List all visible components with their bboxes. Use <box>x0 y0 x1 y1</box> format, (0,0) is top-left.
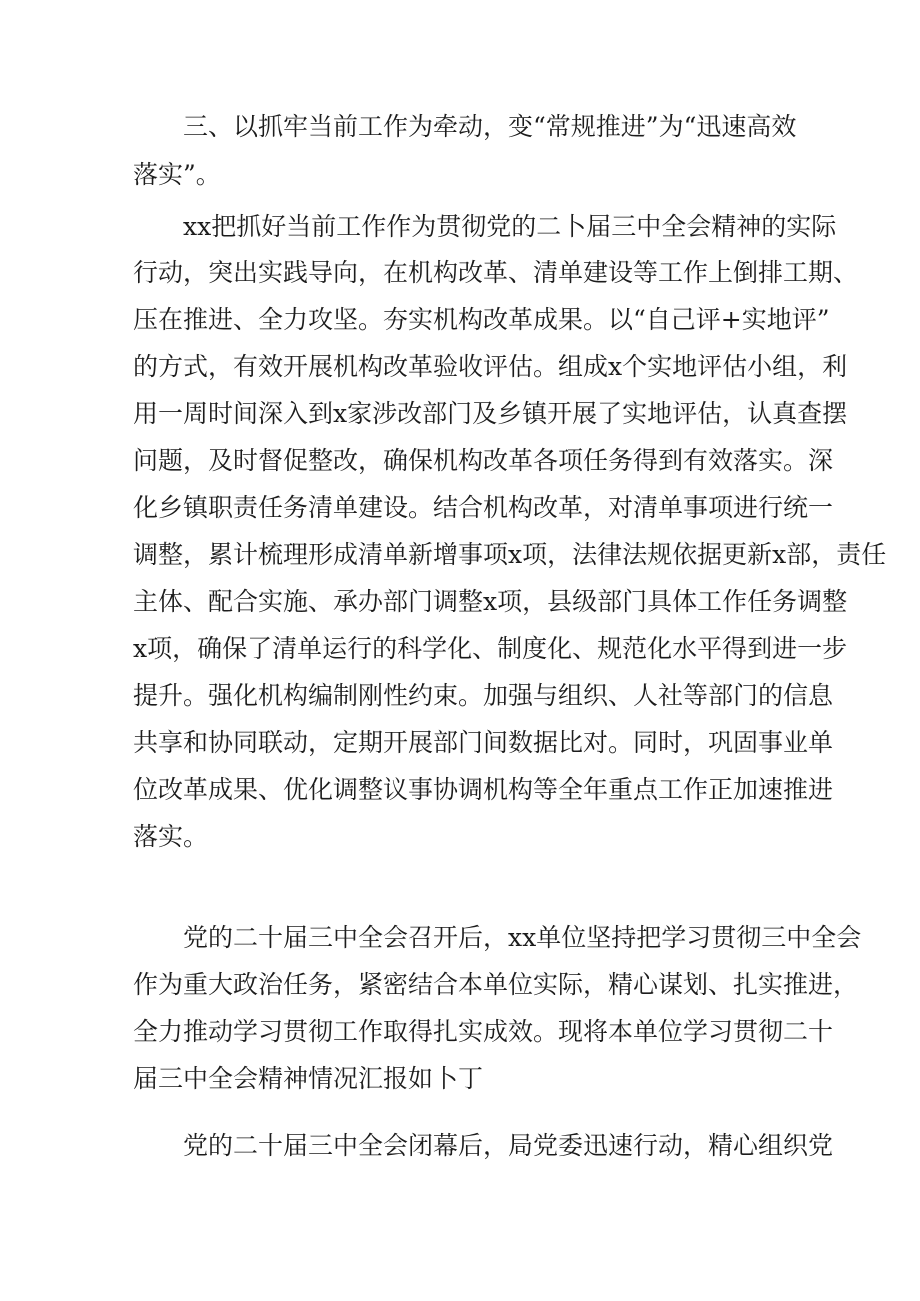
paragraph-1-line-4: 的方式，有效开展机构改革验收评估。组成x个实地评估小组，利 <box>133 352 848 381</box>
paragraph-1-line-12: 共享和协同联动，定期开展部门间数据比对。同时，巩固事业单 <box>133 728 834 757</box>
paragraph-2-line-4: 届三中全会精神情况汇报如卜丁 <box>133 1064 484 1093</box>
paragraph-1-line-8: 调整，累计梳理形成清单新增事项x项，法律法规依据更新x部，责任 <box>133 540 887 569</box>
section-heading-line-2: 落实”。 <box>133 160 221 189</box>
paragraph-2-line-2: 作为重大政治任务，紧密结合本单位实际，精心谋划、扎实推进， <box>133 970 859 999</box>
paragraph-1-line-9: 主体、配合实施、承办部门调整x项，县级部门具体工作任务调整 <box>133 587 848 616</box>
paragraph-2-line-1: 党的二十届三中全会召开后，xx单位坚持把学习贯彻三中全会 <box>183 923 862 952</box>
paragraph-1-line-2: 行动，突出实践导向，在机构改革、清单建设等工作上倒排工期、 <box>133 258 859 287</box>
paragraph-1-line-6: 问题，及时督促整改，确保机构改革各项任务得到有效落实。深 <box>133 446 834 475</box>
paragraph-1-line-11: 提升。强化机构编制刚性约束。加强与组织、人社等部门的信息 <box>133 681 834 710</box>
paragraph-1-line-14: 落实。 <box>133 822 209 851</box>
paragraph-1-line-7: 化乡镇职责任务清单建设。结合机构改革，对清单事项进行统一 <box>133 493 834 522</box>
paragraph-2-line-3: 全力推动学习贯彻工作取得扎实成效。现将本单位学习贯彻二十 <box>133 1017 834 1046</box>
section-heading-line-1: 三、以抓牢当前工作为牵动，变“常规推进”为“迅速高效 <box>183 112 797 141</box>
paragraph-3-line-1: 党的二十届三中全会闭幕后，局党委迅速行动，精心组织党 <box>183 1131 834 1160</box>
paragraph-1-line-13: 位改革成果、优化调整议事协调机构等全年重点工作正加速推进 <box>133 775 834 804</box>
paragraph-1-line-10: x项，确保了清单运行的科学化、制度化、规范化水平得到进一步 <box>133 634 848 663</box>
paragraph-1-line-3: 压在推进、全力攻坚。夯实机构改革成果。以“自己评+实地评” <box>133 305 830 334</box>
paragraph-1-line-5: 用一周时间深入到x家涉改部门及乡镇开展了实地评估，认真查摆 <box>133 399 848 428</box>
paragraph-1-line-1: xx把抓好当前工作作为贯彻党的二卜届三中全会精神的实际 <box>183 212 837 241</box>
